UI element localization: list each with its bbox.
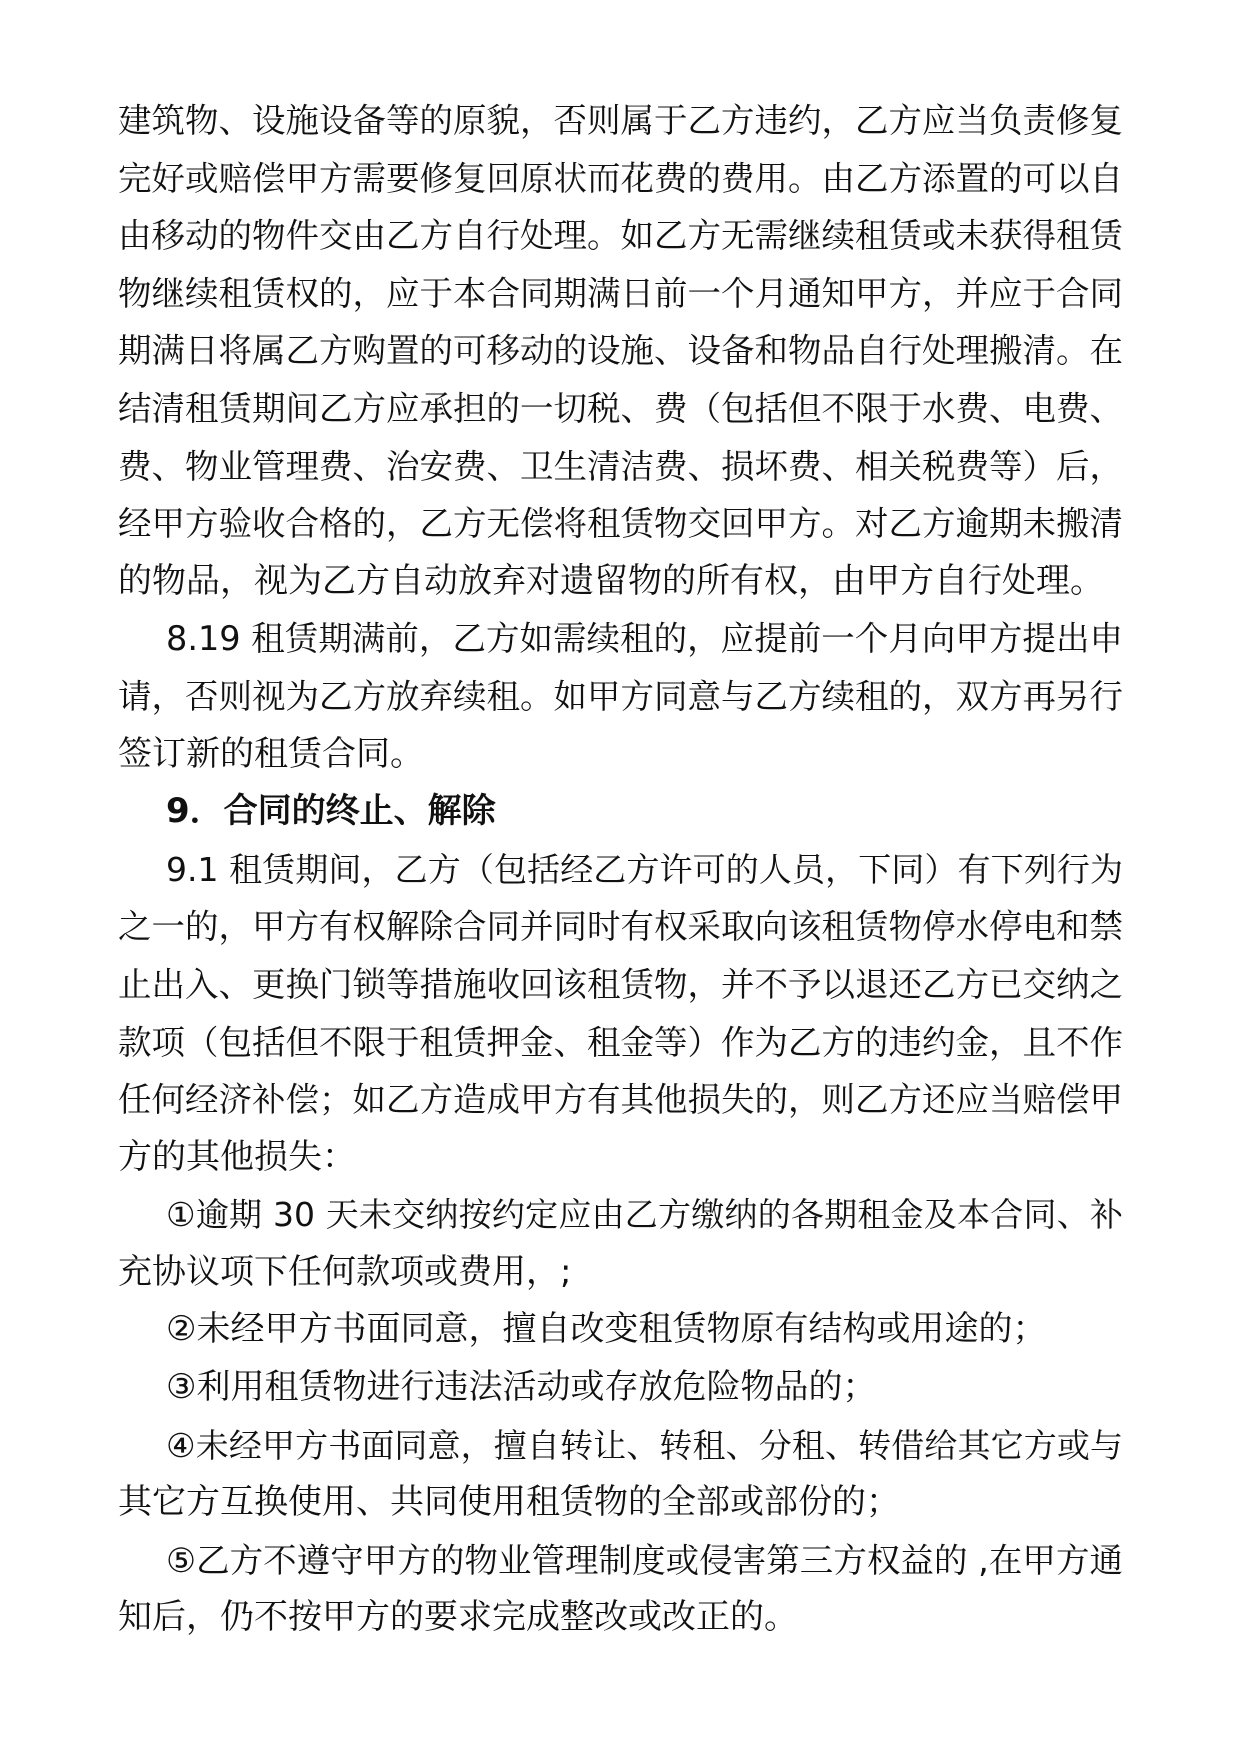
text-line: 充协议项下任何款项或费用，;: [118, 1251, 572, 1292]
text-line: 任何经济补偿；如乙方造成甲方有其他损失的，则乙方还应当赔偿甲: [118, 1080, 1123, 1120]
text-line: 经甲方验收合格的，乙方无偿将租赁物交回甲方。对乙方逾期未搬清: [118, 504, 1123, 544]
text-line: 9.1 租赁期间，乙方（包括经乙方许可的人员，下同）有下列行为: [166, 849, 1123, 889]
text-line: ②未经甲方书面同意，擅自改变租赁物原有结构或用途的；: [166, 1309, 1047, 1350]
text-line: 的物品，视为乙方自动放弃对遗留物的所有权，由甲方自行处理。: [118, 560, 1104, 601]
text-line: 结清租赁期间乙方应承担的一切税、费（包括但不限于水费、电费、: [118, 388, 1123, 428]
text-line: ④未经甲方书面同意，擅自转让、转租、分租、转借给其它方或与: [166, 1425, 1123, 1465]
text-line: 款项（包括但不限于租赁押金、租金等）作为乙方的违约金，且不作: [118, 1022, 1123, 1062]
text-line: ①逾期 30 天未交纳按约定应由乙方缴纳的各期租金及本合同、补: [166, 1195, 1123, 1235]
text-line: 完好或赔偿甲方需要修复回原状而花费的费用。由乙方添置的可以自: [118, 158, 1123, 198]
text-line: ③利用租赁物进行违法活动或存放危险物品的；: [166, 1367, 877, 1408]
text-line: 物继续租赁权的，应于本合同期满日前一个月通知甲方，并应于合同: [118, 273, 1123, 313]
text-line: 方的其他损失：: [118, 1136, 356, 1177]
text-line: 8.19 租赁期满前，乙方如需续租的，应提前一个月向甲方提出申: [166, 619, 1123, 659]
text-line: 其它方互换使用、共同使用租赁物的全部或部份的；: [118, 1482, 900, 1523]
text-line: 建筑物、设施设备等的原貌，否则属于乙方违约，乙方应当负责修复: [118, 101, 1123, 140]
text-line: 由移动的物件交由乙方自行处理。如乙方无需继续租赁或未获得租赁: [118, 216, 1123, 256]
text-line: 请，否则视为乙方放弃续租。如甲方同意与乙方续租的，双方再另行: [118, 676, 1123, 716]
text-line: 费、物业管理费、治安费、卫生清洁费、损坏费、相关税费等）后，: [118, 446, 1123, 486]
text-line: 止出入、更换门锁等措施收回该租赁物，并不予以退还乙方已交纳之: [118, 964, 1123, 1004]
text-line: 知后，仍不按甲方的要求完成整改或改正的。: [118, 1597, 798, 1638]
text-line: 期满日将属乙方购置的可移动的设施、设备和物品自行处理搬清。在: [118, 331, 1123, 371]
text-line: ⑤乙方不遵守甲方的物业管理制度或侵害第三方权益的 ,在甲方通: [166, 1540, 1123, 1580]
text-line: 签订新的租赁合同。: [118, 733, 424, 774]
section-heading: 9．合同的终止、解除: [166, 791, 496, 832]
text-line: 之一的，甲方有权解除合同并同时有权采取向该租赁物停水停电和禁: [118, 907, 1123, 947]
document-body: [118, 92, 1123, 1647]
